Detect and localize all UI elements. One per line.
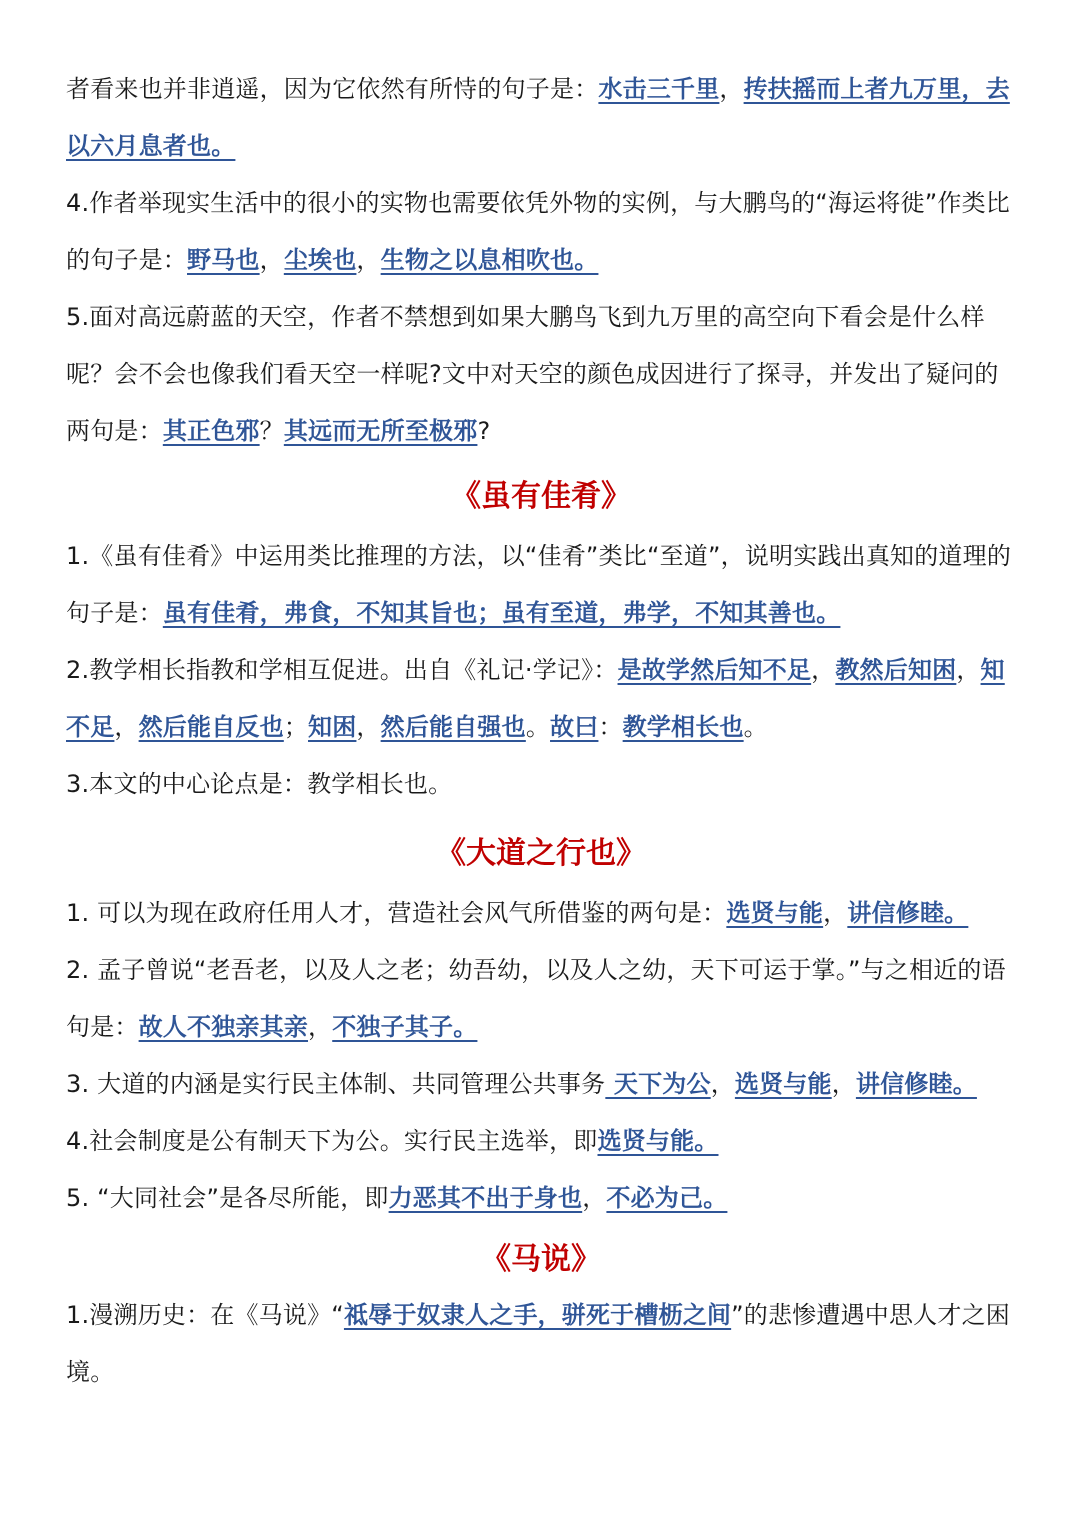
text: 2.教学相长指教和学相互促进。出自《礼记·学记》： xyxy=(66,656,618,684)
paragraph-item-4 xyxy=(66,175,1016,289)
text: ， xyxy=(831,1070,856,1098)
answer: 生物之以息相吹也。 xyxy=(380,246,599,274)
paragraph-item-3 xyxy=(66,1056,1016,1113)
answer: 选贤与能 xyxy=(734,1070,832,1098)
text: 。 xyxy=(525,713,551,741)
paragraph-item-3 xyxy=(66,756,1016,813)
answer: 教然后知困 xyxy=(835,656,957,684)
text: 4.社会制度是公有制天下为公。实行民主选举，即 xyxy=(66,1127,598,1155)
text: 3.本文的中心论点是：教学相长也。 xyxy=(66,770,453,798)
section-title-mashuo: 《马说》 xyxy=(481,1242,601,1277)
text: ， xyxy=(114,713,139,741)
paragraph-item-2 xyxy=(66,942,1016,1056)
text: 3. 大道的内涵是实行民主体制、共同管理公共事务 xyxy=(66,1070,606,1098)
answer: 力恶其不出于身也 xyxy=(388,1184,583,1212)
paragraph-item-1 xyxy=(66,1287,1016,1401)
answer: 天下为公 xyxy=(605,1070,711,1098)
answer: 教学相长也 xyxy=(622,713,744,741)
text: ， xyxy=(308,1013,333,1041)
paragraph-item-5 xyxy=(66,289,1016,460)
answer: 讲信修睦。 xyxy=(855,1070,977,1098)
paragraph-xiaoyao-cont xyxy=(66,0,1016,175)
text: ？ xyxy=(259,417,284,445)
text: 5. “大同社会”是各尽所能，即 xyxy=(66,1184,389,1212)
answer: 其远而无所至极邪 xyxy=(283,417,478,445)
answer: 故曰 xyxy=(550,713,599,741)
answer: 其正色邪 xyxy=(162,417,260,445)
text: ， xyxy=(811,656,836,684)
text: 1.漫溯历史：在《马说》“ xyxy=(66,1301,344,1329)
answer: 然后能自反也 xyxy=(138,713,284,741)
answer: 选贤与能 xyxy=(726,899,824,927)
answer: 故人不独亲其亲 xyxy=(138,1013,309,1041)
answer: 尘埃也 xyxy=(283,246,357,274)
answer: 不独子其子。 xyxy=(332,1013,478,1041)
answer: 知不足 xyxy=(66,656,1005,741)
text: 5.面对高远蔚蓝的天空，作者不禁想到如果大鹏鸟飞到九万里的高空向下看会是什么样呢？会不会也像我们看天空一样呢?文中对天空的颜色成因进行了探寻，并发出了疑问的两句是： xyxy=(66,303,999,445)
text: 者看来也并非逍遥，因为它依然有所恃的句子是： xyxy=(66,75,599,103)
answer: 水击三千里 xyxy=(598,75,720,103)
paragraph-item-4 xyxy=(66,1113,1016,1170)
answer: 然后能自强也 xyxy=(380,713,526,741)
text: ， xyxy=(956,656,981,684)
answer: 野马也 xyxy=(187,246,260,274)
answer: 选贤与能。 xyxy=(597,1127,719,1155)
text: ， xyxy=(823,899,848,927)
paragraph-item-5 xyxy=(66,1170,1016,1227)
text: ， xyxy=(356,713,381,741)
text: ， xyxy=(356,246,381,274)
text: ， xyxy=(710,1070,735,1098)
section-title-suiyoujiayao: 《虽有佳肴》 xyxy=(451,479,631,514)
paragraph-item-2 xyxy=(66,642,1016,756)
paragraph-item-1 xyxy=(66,528,1016,642)
text: 4.作者举现实生活中的很小的实物也需要依凭外物的实例，与大鹏鸟的“海运将徙”作类比的句子是： xyxy=(66,189,1010,274)
answer: 不必为己。 xyxy=(606,1184,728,1212)
text: 。 xyxy=(743,713,768,741)
answer: 虽有佳肴，弗食，不知其旨也；虽有至道，弗学，不知其善也。 xyxy=(162,599,841,627)
text: ， xyxy=(582,1184,607,1212)
answer: 祗辱于奴隶人之手，骈死于槽枥之间 xyxy=(343,1301,732,1329)
text: ， xyxy=(259,246,284,274)
text: ： xyxy=(598,713,623,741)
answer: 知困 xyxy=(308,713,357,741)
text: 1. 可以为现在政府任用人才，营造社会风气所借鉴的两句是： xyxy=(66,899,727,927)
paragraph-item-1 xyxy=(66,885,1016,942)
text: ”的悲惨遭遇中思人才之困境。 xyxy=(66,1301,1010,1386)
section-title-dadaozhixingye: 《大道之行也》 xyxy=(436,836,646,871)
text: 2. 孟子曾说“老吾老，以及人之老；幼吾幼，以及人之幼，天下可运于掌。”与之相近的语句是： xyxy=(66,956,1006,1041)
text: 1.《虽有佳肴》中运用类比推理的方法，以“佳肴”类比“至道”，说明实践出真知的道理的句子是： xyxy=(66,542,1012,627)
answer: 是故学然后知不足 xyxy=(617,656,812,684)
answer: 抟扶摇而上者九万里，去以六月息者也。 xyxy=(66,75,1010,160)
answer: 讲信修睦。 xyxy=(847,899,969,927)
text: ? xyxy=(477,417,491,445)
text: ， xyxy=(719,75,744,103)
text: ； xyxy=(283,713,309,741)
